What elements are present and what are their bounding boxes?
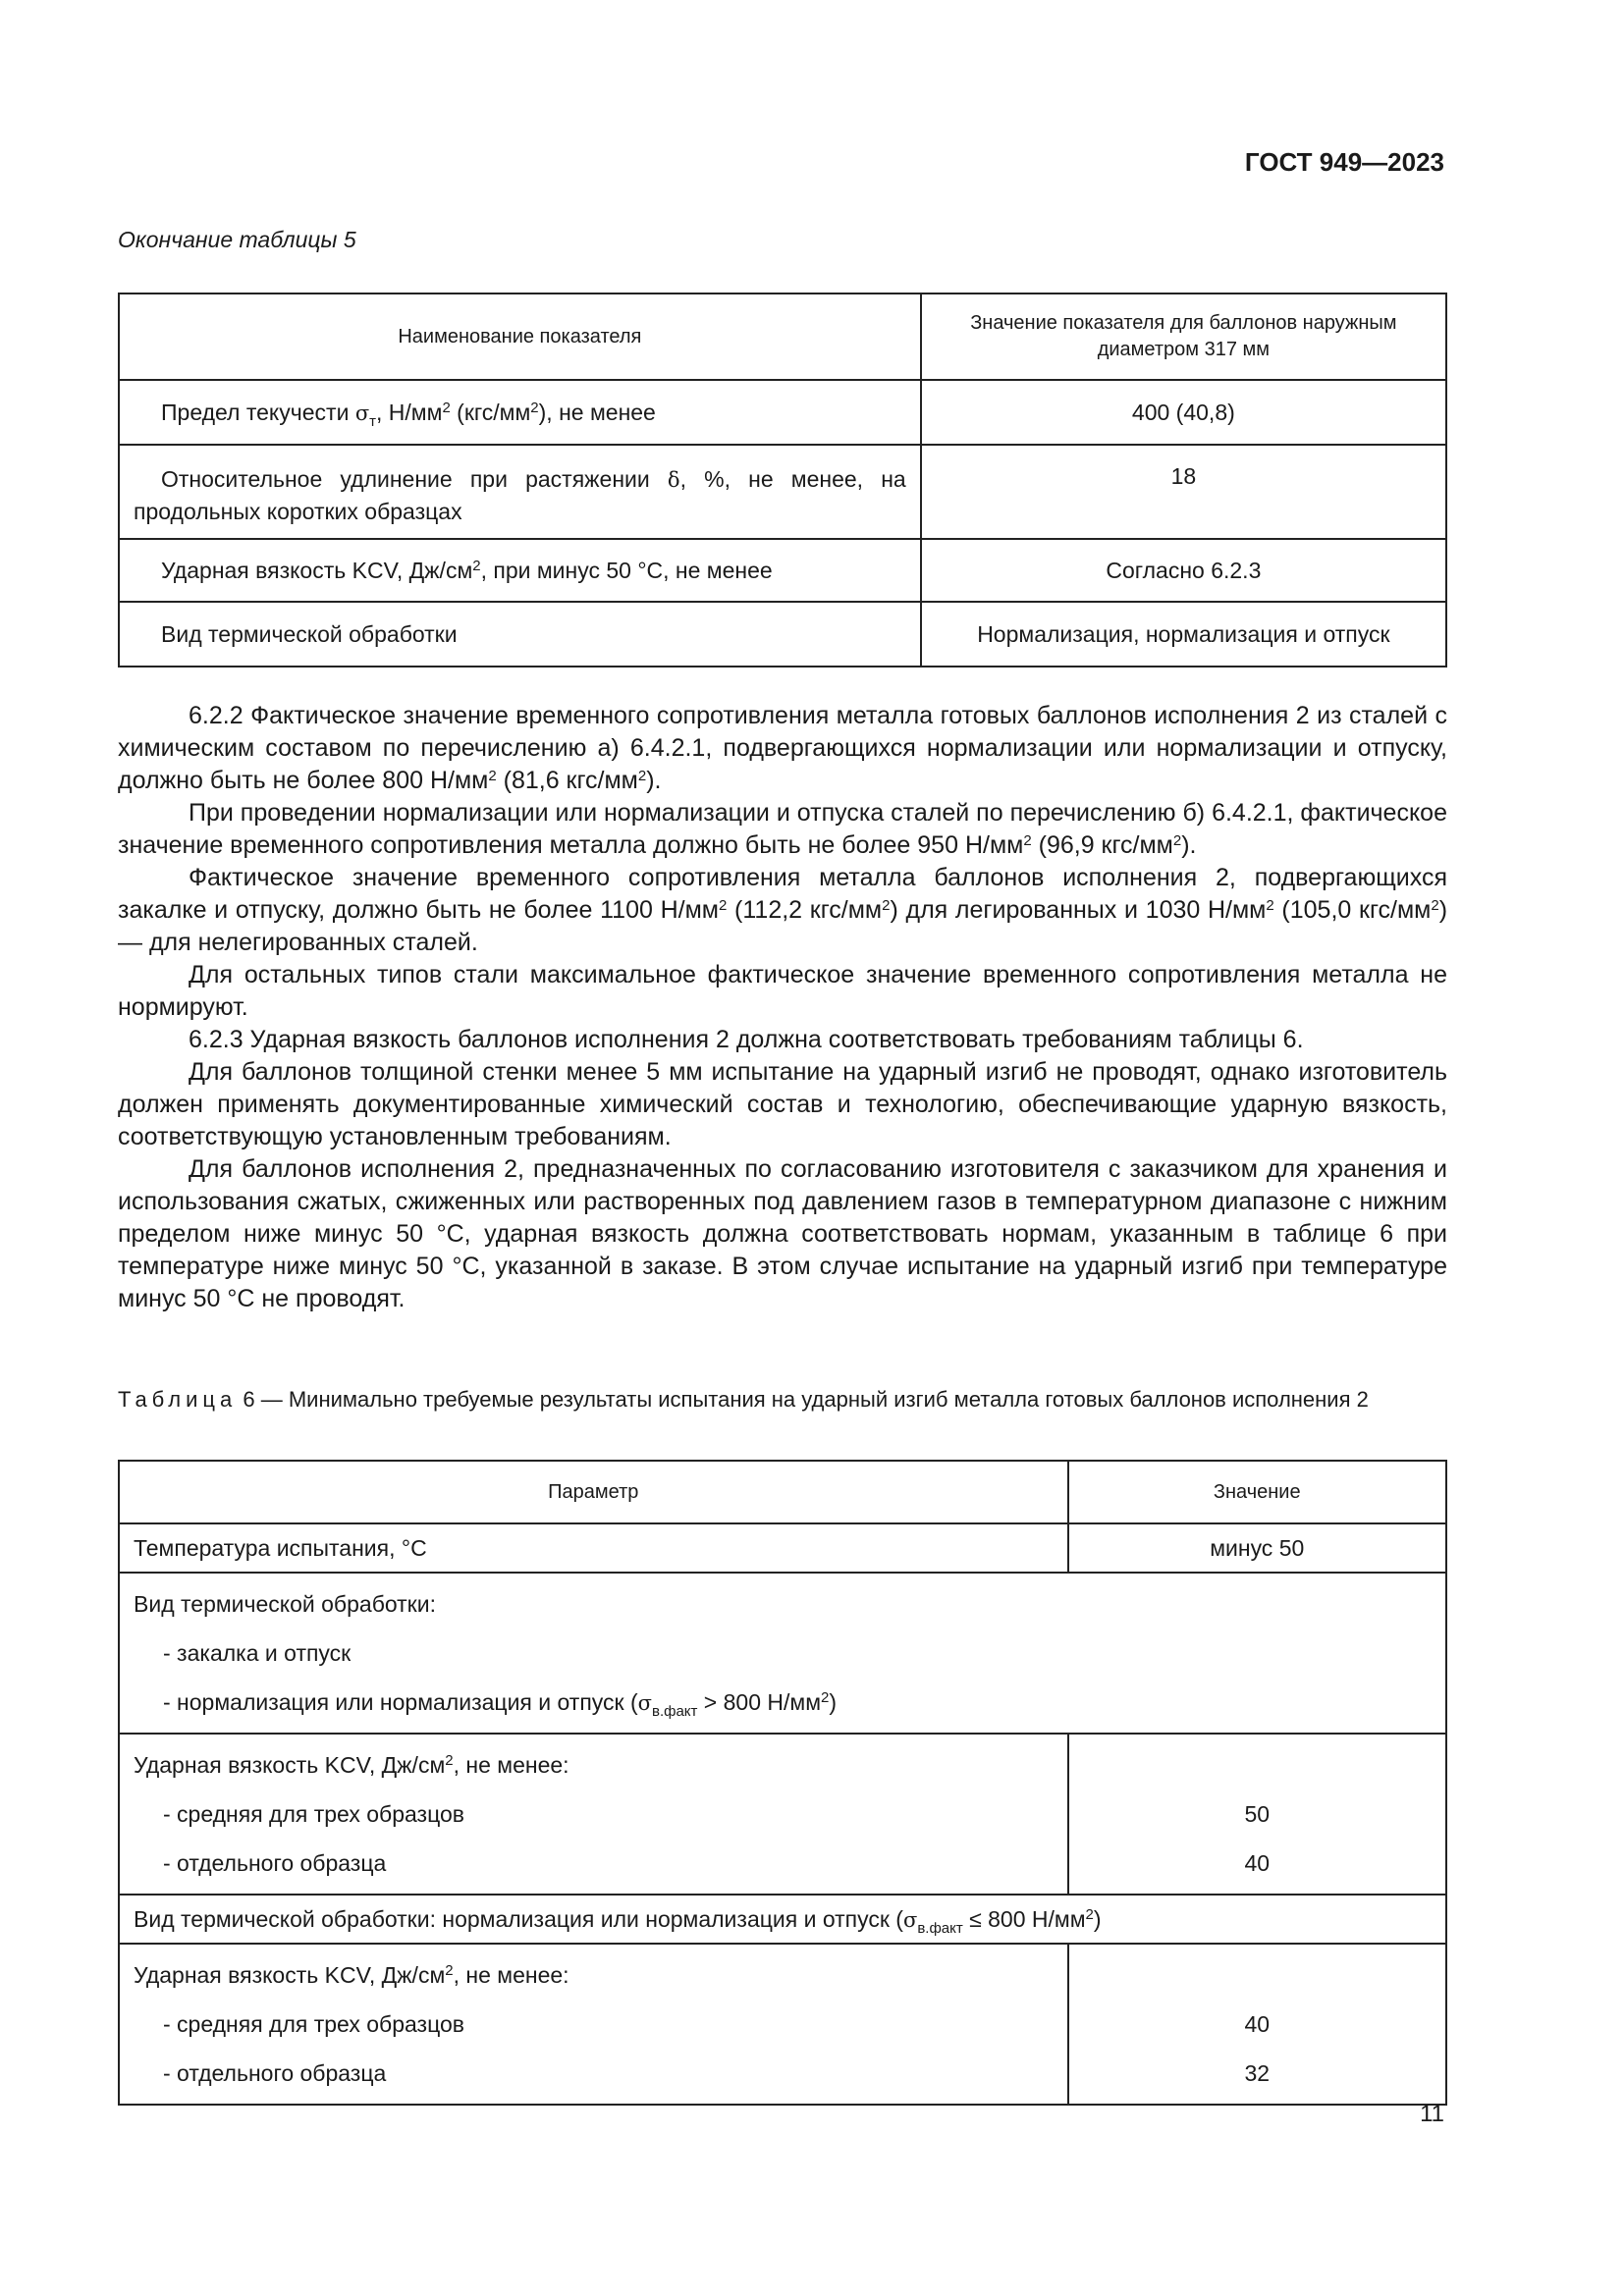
table-header-row [119, 294, 1446, 380]
heat-treatment-cell [119, 1573, 1446, 1734]
kcv-value: 32 [1244, 2060, 1271, 2086]
table-row [119, 1944, 1446, 2105]
body-text [118, 700, 1447, 1315]
header-param: Наименование показателя [119, 294, 921, 380]
row-label: Предел текучести $\sigma_т$, $Н/мм^2$ $(кгс/мм^2)$, не менее [119, 380, 921, 445]
row-value: Нормализация, нормализация и отпуск [921, 602, 1446, 667]
table-6-caption: Таблица 6 — Минимально требуемые результаты испытания на ударный изгиб металла готовых баллонов исполнения 2 [118, 1387, 1369, 1412]
table-continuation-caption: Окончание таблицы 5 [118, 227, 356, 252]
kcv-value: 40 [1244, 2011, 1271, 2037]
header-value: Значение [1068, 1461, 1447, 1523]
kcv-title: Ударная вязкость KCV, $Дж/см^2$, не менее: [134, 1962, 569, 1988]
list-item: - отдельного образца [163, 1850, 387, 1876]
table-row [119, 445, 1446, 539]
temperature-value: минус 50 [1068, 1523, 1447, 1573]
kcv-labels-cell [119, 1734, 1068, 1895]
table-row [119, 380, 1446, 445]
kcv-values-cell [1068, 1944, 1447, 2105]
kcv-values-cell [1068, 1734, 1447, 1895]
row-label: Относительное удлинение при растяжении δ, %, не менее, на продольных коротких образцах [119, 445, 921, 539]
table-row [119, 539, 1446, 602]
list-item: - закалка и отпуск [163, 1640, 352, 1666]
header-value: Значение показателя для баллонов наружным диаметром 317 мм [921, 294, 1446, 380]
page-number: 11 [1420, 2101, 1444, 2127]
list-item: - нормализация или нормализация и отпуск ($\sigma_{в.факт} > 800$ $Н/мм^2$) [163, 1689, 838, 1720]
table-row [119, 1734, 1446, 1895]
table-row [119, 602, 1446, 667]
row-value: 400 (40,8) [921, 380, 1446, 445]
row-label: Вид термической обработки [119, 602, 921, 667]
header-param: Параметр [119, 1461, 1068, 1523]
paragraph: Для баллонов исполнения 2, предназначенных по согласованию изготовителя с заказчиком для хранения и использования сжатых, сжиженных или растворенных под давлением газов в температурном диапазоне с нижним пределом ниже минус 50 °С, ударная вязкость должна соответствовать нормам, указанным в таблице 6 при температуре ниже минус 50 °С, указанной в заказе. В этом случае испытание на ударный изгиб при температуре минус 50 °С не проводят. [118, 1155, 1447, 1312]
paragraph: Фактическое значение временного сопротивления металла баллонов исполнения 2, подвергающихся закалке и отпуску, должно быть не более 1100 $Н/мм^2$ (112,2 кгс/$мм^2$) для легированных и 1030 $Н/мм^2$ (105,0 кгс/$мм^2$) — для нелегированных сталей. [118, 864, 1448, 956]
kcv-value: 40 [1244, 1850, 1271, 1876]
paragraph: При проведении нормализации или нормализации и отпуска сталей по перечислению б) 6.4.2.1, фактическое значение временного сопротивления металла должно быть не более 950 $Н/мм^2$ (96,9 кгс/$мм^2$). [118, 799, 1447, 859]
standard-designation: ГОСТ 949—2023 [1244, 147, 1444, 177]
row-value: Согласно 6.2.3 [921, 539, 1446, 602]
paragraph: Для остальных типов стали максимальное фактическое значение временного сопротивления металла не нормируют. [118, 961, 1447, 1021]
table-row [119, 1523, 1446, 1573]
kcv-labels-cell [119, 1944, 1068, 2105]
table-row [119, 1895, 1446, 1944]
list-item: - средняя для трех образцов [163, 2011, 464, 2037]
heat-treatment-title: Вид термической обработки: [134, 1591, 436, 1617]
paragraph: 6.2.2 Фактическое значение временного сопротивления металла готовых баллонов исполнения 2 из сталей с химическим составом по перечислению а) 6.4.2.1, подвергающихся нормализации или нормализации и отпуску, должно быть не более 800 $Н/мм^2$ (81,6 кгс/$мм^2$). [118, 702, 1447, 794]
heat-treatment-2-cell: Вид термической обработки: нормализация или нормализация и отпуск ($\sigma_{в.факт} \le 800$ $Н/мм^2$) [119, 1895, 1446, 1944]
table-header-row [119, 1461, 1446, 1523]
temperature-label: Температура испытания, °С [119, 1523, 1068, 1573]
list-item: - отдельного образца [163, 2060, 387, 2086]
kcv-value: 50 [1244, 1801, 1271, 1827]
list-item: - средняя для трех образцов [163, 1801, 464, 1827]
table-row [119, 1573, 1446, 1734]
table-5 [118, 293, 1447, 667]
paragraph: 6.2.3 Ударная вязкость баллонов исполнения 2 должна соответствовать требованиям таблицы 6. [189, 1026, 1304, 1053]
row-label: Ударная вязкость KCV, $Дж/см^2$, при минус 50 °С, не менее [119, 539, 921, 602]
paragraph: Для баллонов толщиной стенки менее 5 мм испытание на ударный изгиб не проводят, однако изготовитель должен применять документированные химический состав и технологию, обеспечивающие ударную вязкость, соответствующую установленным требованиям. [118, 1058, 1447, 1150]
kcv-title: Ударная вязкость KCV, $Дж/см^2$, не менее: [134, 1752, 569, 1778]
row-value: 18 [921, 445, 1446, 539]
table-6 [118, 1460, 1447, 2106]
